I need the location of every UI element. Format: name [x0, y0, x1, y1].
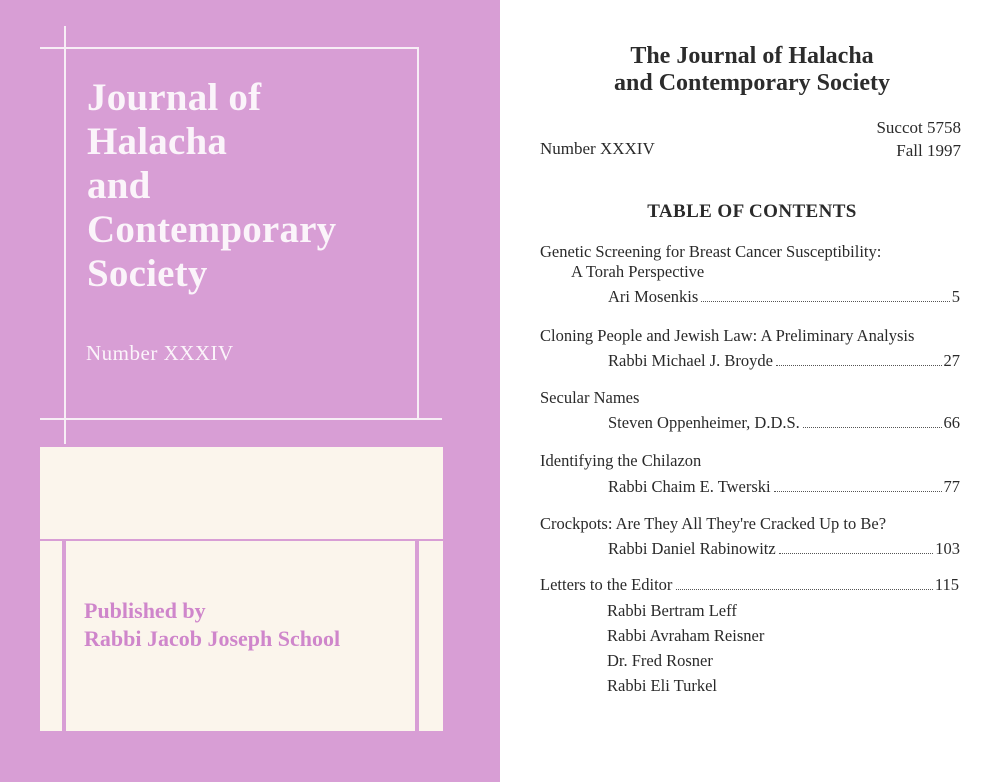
- page-title: [500, 43, 1004, 97]
- toc-page-number: 5: [951, 287, 960, 306]
- toc-entry-title[interactable]: Identifying the Chilazon: [540, 451, 702, 470]
- letter-author: Rabbi Eli Turkel: [607, 676, 718, 695]
- cover-title: [87, 76, 427, 296]
- letter-author: Rabbi Bertram Leff: [607, 601, 737, 620]
- toc-leader-dots: [701, 300, 949, 302]
- cover-panel-left-stripe: [62, 539, 66, 731]
- cover-title-line: Journal of: [87, 76, 262, 119]
- cover-frame-top-line: [40, 47, 419, 49]
- letter-author: Rabbi Avraham Reisner: [607, 626, 765, 645]
- toc-page-number: 103: [935, 539, 960, 558]
- page-title-line: and Contemporary Society: [614, 70, 890, 96]
- toc-leader-dots: [676, 588, 932, 590]
- toc-heading: TABLE OF CONTENTS: [647, 201, 857, 222]
- toc-author-line[interactable]: [608, 351, 960, 371]
- cover-publisher-line: Published by: [84, 598, 206, 623]
- toc-author-line[interactable]: [608, 539, 960, 559]
- journal-cover: [0, 0, 500, 782]
- toc-leader-dots: [776, 364, 942, 366]
- toc-letters-title: Letters to the Editor: [540, 575, 673, 594]
- letter-author: Dr. Fred Rosner: [607, 651, 713, 670]
- cover-title-line: Society: [87, 252, 208, 295]
- toc-leader-dots: [779, 552, 934, 554]
- toc-author-line[interactable]: [608, 477, 960, 497]
- toc-author: Ari Mosenkis: [608, 287, 699, 306]
- toc-entry-title[interactable]: Cloning People and Jewish Law: A Preliminary Analysis: [540, 326, 915, 345]
- toc-author-line[interactable]: [608, 287, 960, 307]
- toc-author: Steven Oppenheimer, D.D.S.: [608, 413, 800, 432]
- cover-title-line: Halacha: [87, 120, 228, 163]
- cover-panel-divider: [40, 539, 443, 541]
- cover-panel-right-stripe: [415, 539, 419, 731]
- toc-letters-line[interactable]: [540, 575, 959, 595]
- toc-entry-title[interactable]: Crockpots: Are They All They're Cracked Up to Be?: [540, 514, 887, 533]
- issue-date: Fall 1997: [896, 141, 961, 160]
- cover-label-panel: [40, 447, 443, 731]
- contents-page: [500, 0, 1004, 782]
- cover-publisher: [84, 597, 340, 653]
- issue-number: Number XXXIV: [540, 139, 655, 158]
- cover-issue-number: Number XXXIV: [86, 341, 234, 365]
- toc-page-number: 66: [943, 413, 960, 432]
- toc-author-line[interactable]: [608, 413, 960, 433]
- cover-frame-bottom-line: [40, 418, 442, 420]
- toc-page-number: 77: [943, 477, 960, 496]
- toc-entry-subtitle: A Torah Perspective: [571, 262, 705, 281]
- toc-page-number: 27: [943, 351, 960, 370]
- page-title-line: The Journal of Halacha: [630, 43, 874, 69]
- cover-publisher-line: Rabbi Jacob Joseph School: [84, 626, 341, 651]
- toc-leader-dots: [774, 490, 942, 492]
- toc-entry-title[interactable]: Secular Names: [540, 388, 640, 407]
- toc-page-number: 115: [934, 575, 959, 594]
- toc-author: Rabbi Michael J. Broyde: [608, 351, 773, 370]
- toc-author: Rabbi Chaim E. Twerski: [608, 477, 771, 496]
- toc-leader-dots: [803, 426, 942, 428]
- toc-entry-title[interactable]: Genetic Screening for Breast Cancer Susceptibility:: [540, 242, 882, 261]
- issue-season: Succot 5758: [876, 118, 961, 137]
- cover-title-line: Contemporary: [87, 208, 337, 251]
- cover-title-line: and: [87, 164, 151, 207]
- toc-author: Rabbi Daniel Rabinowitz: [608, 539, 776, 558]
- cover-frame-left-line: [64, 26, 66, 444]
